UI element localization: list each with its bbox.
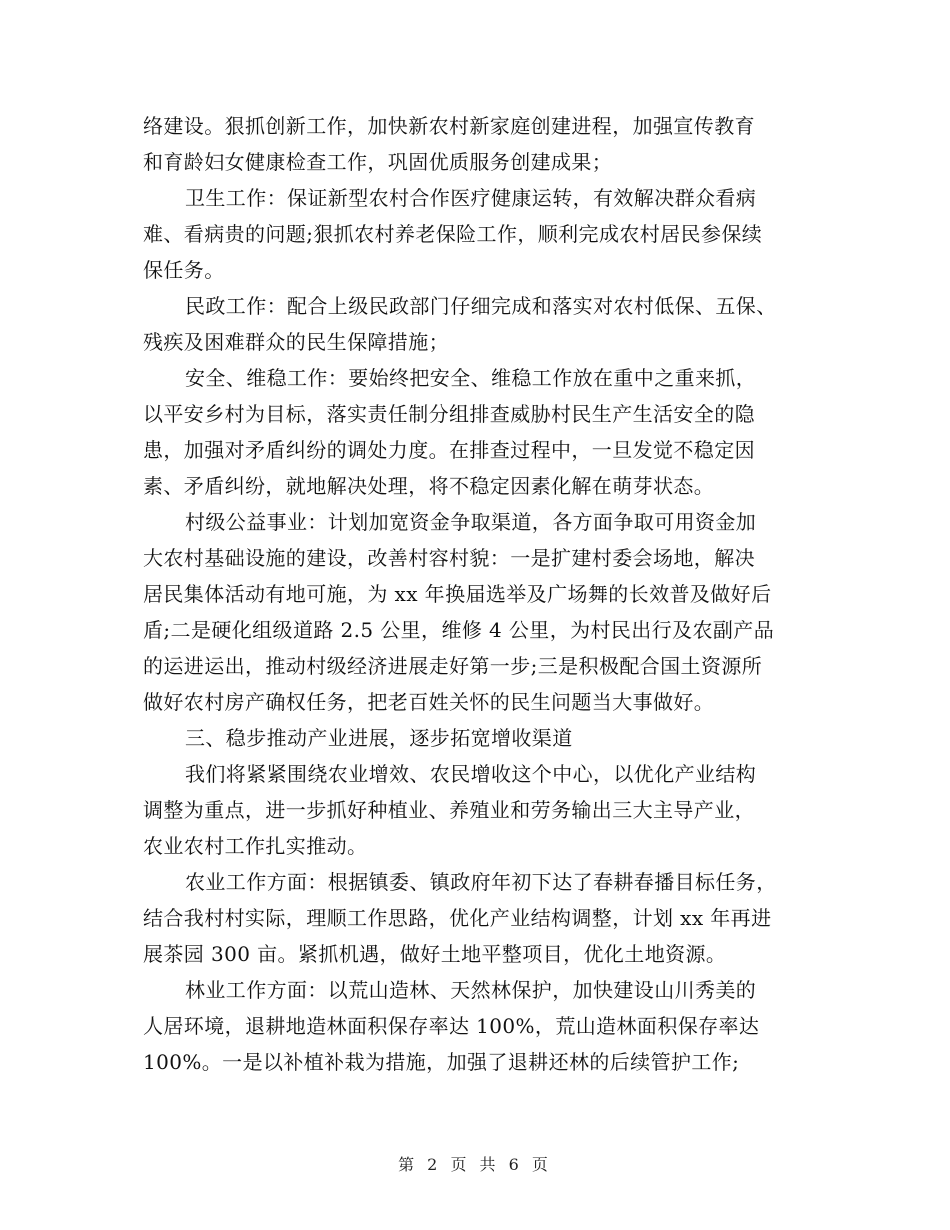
text-line: 三、稳步推动产业进展，逐步拓宽增收渠道: [185, 726, 573, 750]
text-line: 我们将紧紧围绕农业增效、农民增收这个中心，以优化产业结构: [185, 762, 757, 786]
text-line: 村级公益事业：计划加宽资金争取渠道，各方面争取可用资金加: [185, 510, 757, 534]
text-line: 展茶园 300 亩。紧抓机遇，做好土地平整项目，优化土地资源。: [143, 942, 727, 966]
text-line: 居民集体活动有地可施，为 xx 年换届选举及广场舞的长效普及做好后: [143, 582, 772, 606]
text-line: 人居环境，退耕地造林面积保存率达 100%，荒山造林面积保存率达: [143, 1014, 760, 1038]
text-line: 大农村基础设施的建设，改善村容村貌：一是扩建村委会场地，解决: [143, 546, 755, 570]
text-line: 保任务。: [143, 258, 225, 282]
text-line: 农业工作方面：根据镇委、镇政府年初下达了春耕春播目标任务，: [185, 870, 777, 894]
text-line: 以平安乡村为目标，落实责任制分组排查威胁村民生产生活安全的隐: [143, 402, 755, 426]
text-line: 做好农村房产确权任务，把老百姓关怀的民生问题当大事做好。: [143, 690, 715, 714]
text-line: 调整为重点，进一步抓好种植业、养殖业和劳务输出三大主导产业，: [143, 798, 755, 822]
text-line: 卫生工作：保证新型农村合作医疗健康运转，有效解决群众看病: [185, 186, 757, 210]
text-line: 盾;二是硬化组级道路 2.5 公里，维修 4 公里，为村民出行及农副产品: [143, 618, 775, 642]
text-line: 的运进运出，推动村级经济进展走好第一步;三是积极配合国土资源所: [143, 654, 763, 678]
text-line: 络建设。狠抓创新工作，加快新农村新家庭创建进程，加强宣传教育: [143, 114, 755, 138]
text-line: 安全、维稳工作：要始终把安全、维稳工作放在重中之重来抓，: [185, 366, 757, 390]
text-line: 素、矛盾纠纷，就地解决处理，将不稳定因素化解在萌芽状态。: [143, 474, 715, 498]
text-line: 100%。一是以补植补栽为措施，加强了退耕还林的后续管护工作;: [143, 1050, 740, 1074]
text-line: 林业工作方面：以荒山造林、天然林保护，加快建设山川秀美的: [185, 978, 757, 1002]
text-line: 结合我村村实际，理顺工作思路，优化产业结构调整，计划 xx 年再进: [143, 906, 772, 930]
text-line: 患，加强对矛盾纠纷的调处力度。在排查过程中，一旦发觉不稳定因: [143, 438, 755, 462]
text-line: 难、看病贵的问题;狠抓农村养老保险工作，顺利完成农村居民参保续: [143, 222, 763, 246]
text-line: 残疾及困难群众的民生保障措施；: [143, 330, 449, 354]
page-number-footer: 第 2 页 共 6 页: [398, 1155, 552, 1174]
text-line: 农业农村工作扎实推动。: [143, 834, 368, 858]
text-line: 民政工作：配合上级民政部门仔细完成和落实对农村低保、五保、: [185, 294, 777, 318]
text-line: 和育龄妇女健康检查工作，巩固优质服务创建成果；: [143, 150, 613, 174]
document-body: [143, 108, 813, 1080]
